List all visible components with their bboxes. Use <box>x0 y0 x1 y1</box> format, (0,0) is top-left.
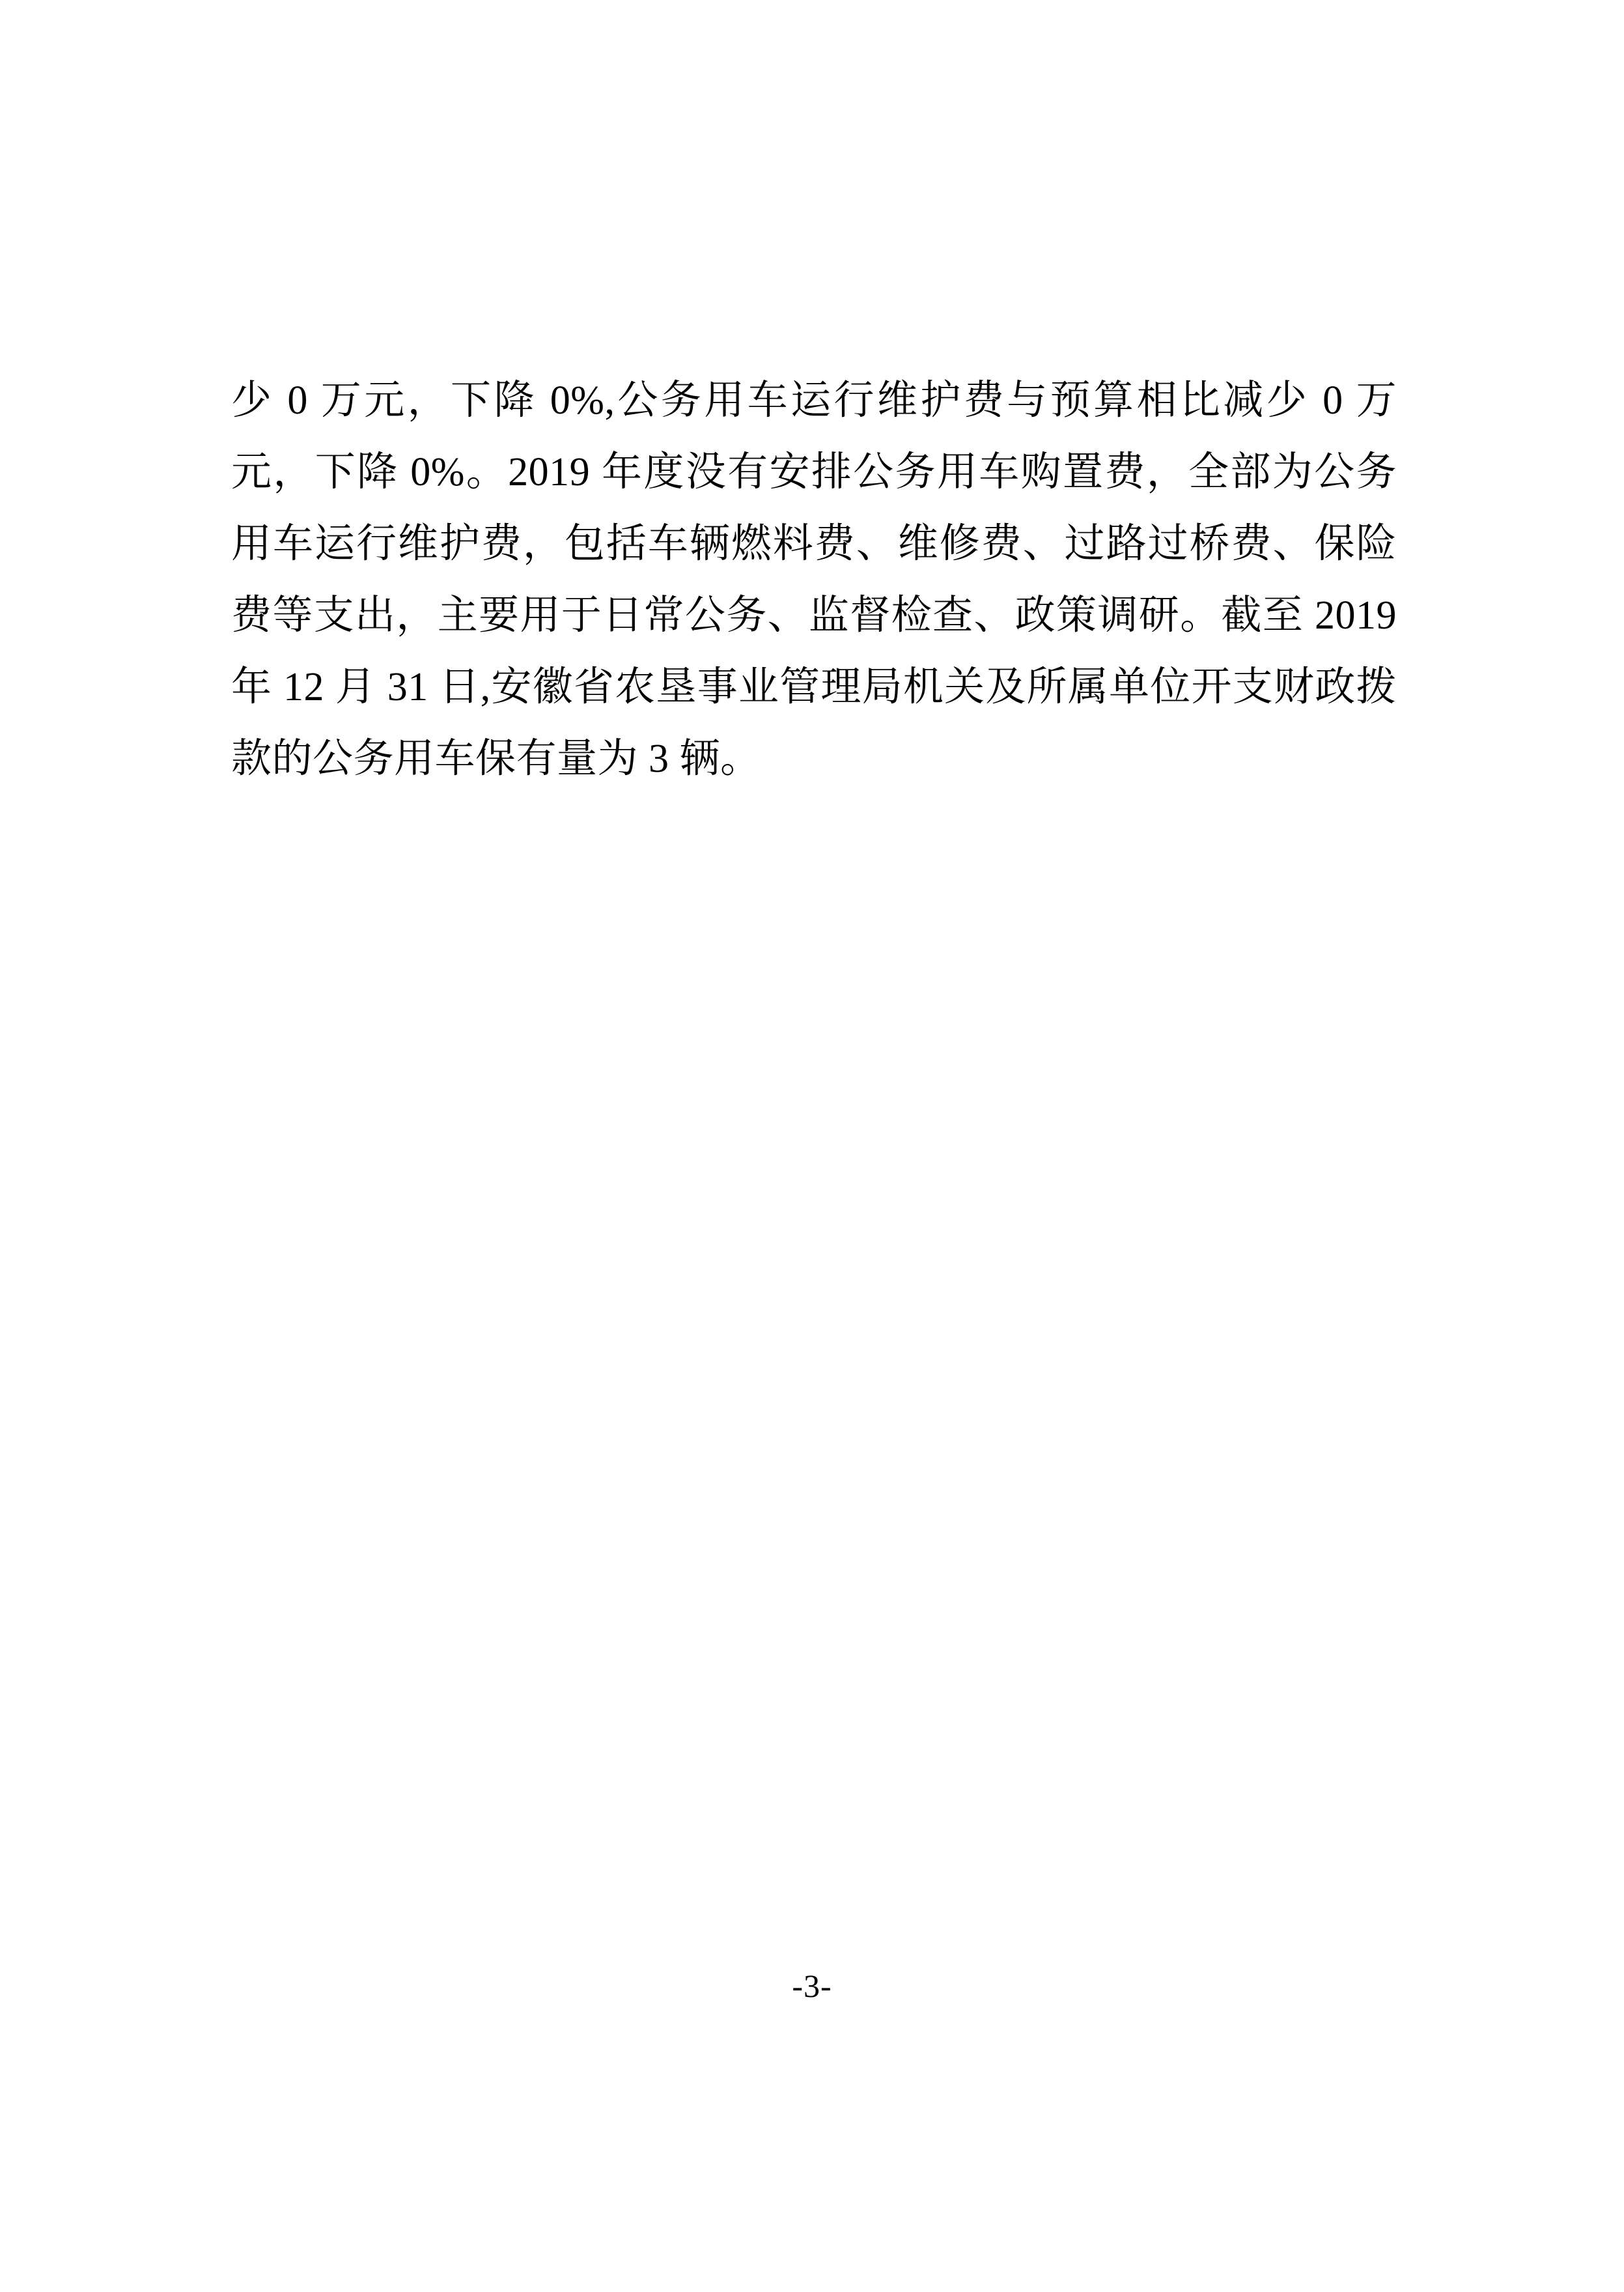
page-content <box>231 324 1407 835</box>
page-number-footer: -3- <box>792 1968 832 2004</box>
body-paragraph: 少 0 万元，下降 0%,公务用车运行维护费与预算相比减少 0 万元，下降 0%。2019 年度没有安排公务用车购置费，全部为公务用车运行维护费，包括车辆燃料费、维修费、过路过桥费、保险费等支出，主要用于日常公务、监督检查、政策调研。截至 2019 年 12 月 31 日,安徽省农垦事业管理局机关及所属单位开支财政拨款的公务用车保有量为 3 辆。 <box>231 378 1407 781</box>
